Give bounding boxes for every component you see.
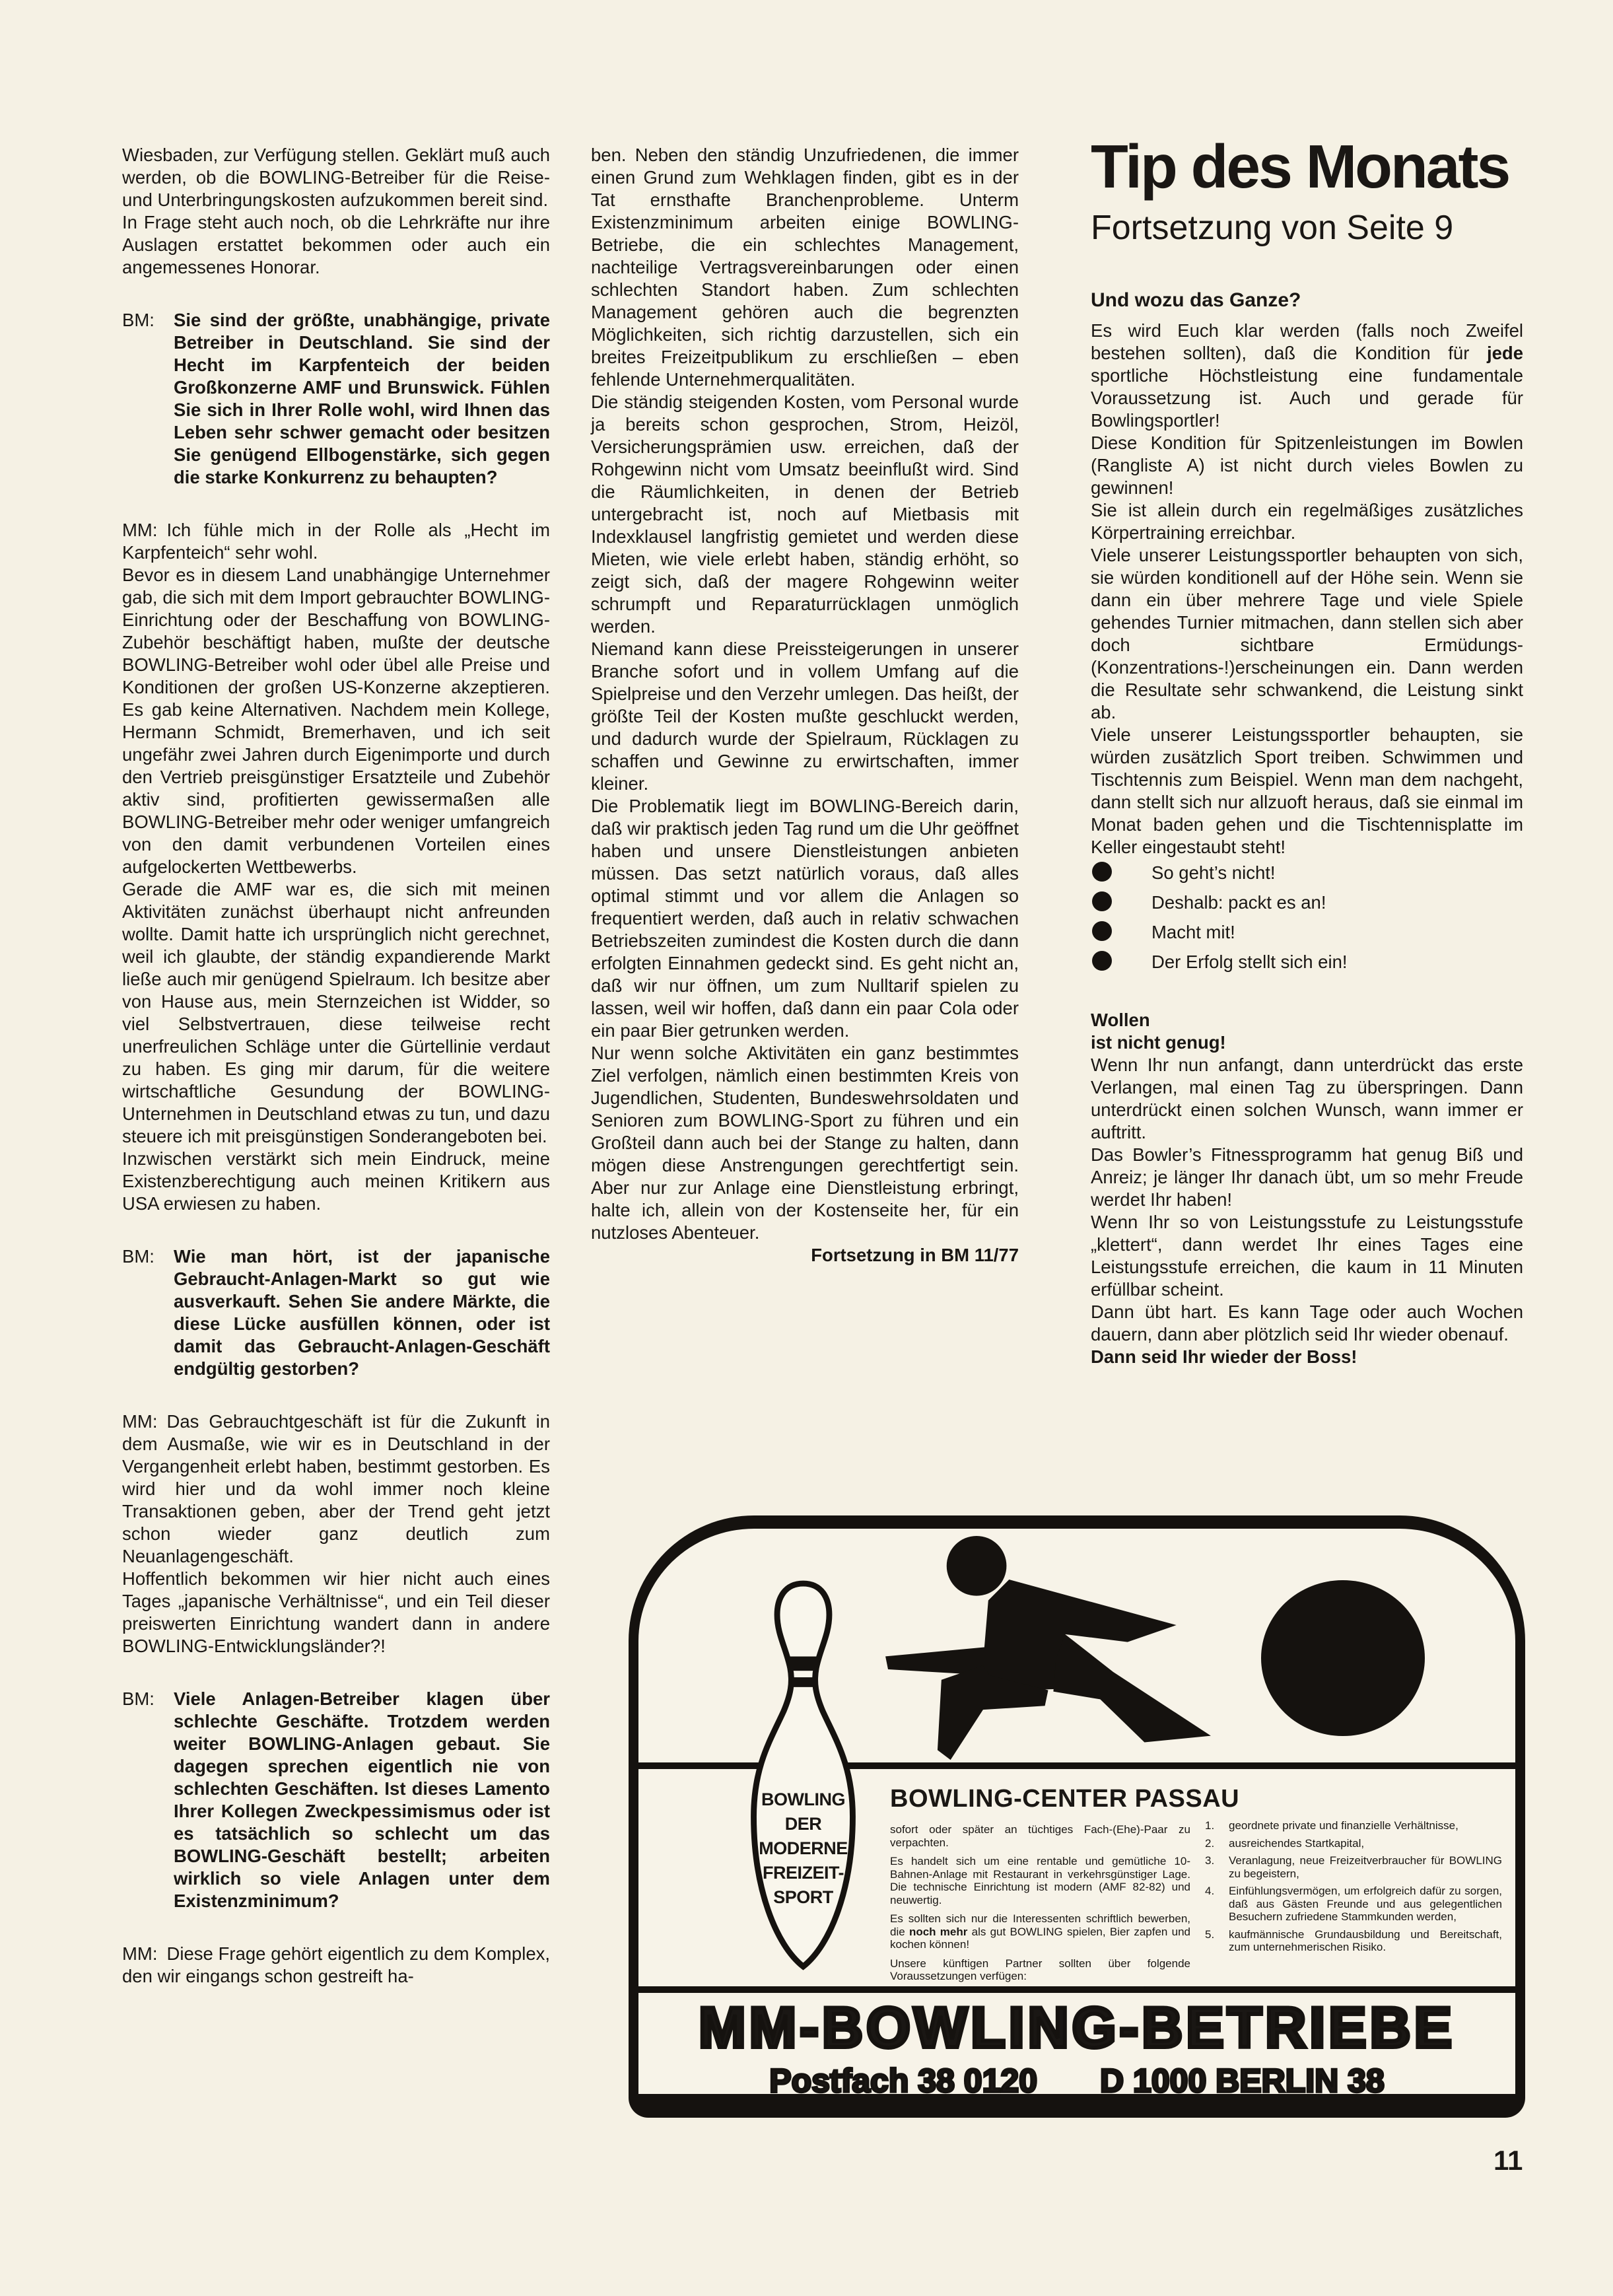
ad-pin-slogan xyxy=(732,1788,875,1910)
paragraph: Wenn Ihr nun anfangt, dann unterdrückt das erste Verlangen, mal einen Tag zu überspringen. Dann unterdrückt einen solchen Wunsch, wann immer er auftritt. xyxy=(1091,1055,1523,1143)
continuation-note: Fortsetzung in BM 11/77 xyxy=(811,1245,1019,1265)
ad-list-item xyxy=(1205,1854,1502,1880)
answer-text: Das Gebrauchtgeschäft ist für die Zukunft in dem Ausmaße, wie wir es in Deutschland in der Vergangenheit erlebt haben, bestimmt gestorben. Es wird hier und da wohl immer noch kleine Transaktionen geben, aber der Trend geht jetzt schon wieder ganz deutlich zum Neuanlagengeschäft. xyxy=(122,1411,550,1566)
paragraph: Gerade die AMF war es, die sich mit meinen Aktivitäten zunächst überhaupt nicht anfreunden wollte. Damit hatte ich ursprünglich nicht gerechnet, weil ich glaubte, der ständig expandierende Markt ließe auch mir genügend Spielraum. Ich besitze aber von Hause aus, mein Sternzeichen ist Widder, so viel Selbstvertrauen, diese teilweise recht unerfreulichen Schläge unter die Gürtellinie verdaut zu haben. Es ging mir darum, für die weitere wirtschaftliche Gesundung der BOWLING-Unternehmen in Deutschland etwas zu tun, und dazu steuere ich mit preisgünstigen Sonderangeboten bei. xyxy=(122,879,550,1146)
ad-text-column xyxy=(890,1823,1190,1989)
speaker-label: BM: xyxy=(122,1688,154,1709)
list-text: geordnete private und finanzielle Verhältnisse, xyxy=(1229,1819,1459,1832)
ad-list-item xyxy=(1205,1819,1502,1832)
speaker-label: MM: xyxy=(122,1411,158,1432)
closing-emphasis-line: Dann seid Ihr wieder der Boss! xyxy=(1091,1346,1357,1368)
paragraph: ben. Neben den ständig Unzufriedenen, die immer einen Grund zum Wehklagen finden, gibt es in der Tat ernsthafte Branchenprobleme. Unterm Existenzminimum arbeiten einige BOWLING-Betriebe, die ein schlechtes Management, nachteilige Vertragsvereinbarungen oder einen schlechten Standort haben. Zum schlechten Management gehören auch die begrenzten Möglichkeiten, sich richtig darzustellen, sich ein breites Freizeitpublikum zu erschließen – eben fehlende Unternehmerqualitäten. xyxy=(591,145,1019,390)
pin-slogan-line: BOWLING xyxy=(761,1790,845,1809)
interview-question xyxy=(122,309,550,489)
article-title: Tip des Monats xyxy=(1091,132,1509,201)
paragraph: Diese Kondition für Spitzenleistungen im Bowlen (Rangliste A) ist nicht durch vieles Bowlen zu gewinnen! xyxy=(1091,433,1523,499)
speaker-label: MM: xyxy=(122,1943,158,1964)
ad-brand-name: MM-BOWLING-BETRIEBE xyxy=(699,1996,1455,2060)
paragraph: Nur wenn solche Aktivitäten ein ganz bestimmtes Ziel verfolgen, nämlich einen bestimmten Kreis von Jugendlichen, Studenten, Bundeswehrsoldaten und Senioren zum BOWLING-Sport zu führen und ein Großteil dann auch bei der Stange zu halten, dann mögen diese Anstrengungen gerechtfertigt sein. Aber nur zur Anlage eine Dienstleistung erbringt, halte ich, allein von der Kostenseite her, für ein nutzloses Abenteuer. xyxy=(591,1043,1019,1243)
list-number: 5. xyxy=(1205,1928,1215,1941)
list-number: 1. xyxy=(1205,1819,1215,1832)
ad-requirements-list xyxy=(1205,1819,1502,1959)
interview-answer xyxy=(122,1943,550,1988)
list-number: 2. xyxy=(1205,1836,1215,1850)
paragraph: Bevor es in diesem Land unabhängige Unternehmer gab, die sich mit dem Import gebrauchter BOWLING-Einrichtung oder der Beschaffung von BOWLING-Zubehör beschäftigt haben, mußte der deutsche BOWLING-Betreiber wohl oder übel alle Preise und Konditionen der großen US-Konzerne akzeptieren. Es gab keine Alternativen. Nachdem mein Kollege, Hermann Schmidt, Bremerhaven, und ich seit ungefähr zwei Jahren durch Eigenimporte und durch den Vertrieb preisgünstiger Ersatzteile und Zubehör aktiv sind, profitierten gewissermaßen alle BOWLING-Betreiber mehr oder weniger umfangreich von den damit verbundenen Vorteilen eines aufgelockerten Wettbewerbs. xyxy=(122,565,550,877)
bowling-pin-icon xyxy=(732,1577,875,1974)
interview-answer xyxy=(122,519,550,564)
ad-paragraph: Unsere künftigen Partner sollten über folgende Voraussetzungen verfügen: xyxy=(890,1957,1190,1982)
paragraph: In Frage steht auch noch, ob die Lehrkräfte nur ihre Auslagen erstattet bekommen oder auch ein angemessenes Honorar. xyxy=(122,212,550,277)
question-text: Wie man hört, ist der japanische Gebraucht-Anlagen-Markt so gut wie ausverkauft. Sehen Sie andere Märkte, die diese Lücke ausfüllen können, oder ist damit das Gebraucht-Anlagen-Geschäft endgültig gestorben? xyxy=(174,1246,550,1379)
emphasis-line: ist nicht genug! xyxy=(1091,1032,1226,1053)
list-text: kaufmännische Grundausbildung und Bereitschaft, zum unternehmerischen Risiko. xyxy=(1229,1928,1502,1953)
interview-answer xyxy=(122,1410,550,1568)
ad-paragraph xyxy=(890,1912,1190,1951)
bullet-text: Der Erfolg stellt sich ein! xyxy=(1151,952,1348,973)
bullet-text: Deshalb: packt es an! xyxy=(1151,892,1326,913)
ad-address-city: D 1000 BERLIN 38 xyxy=(1100,2062,1385,2099)
paragraph: Hoffentlich bekommen wir hier nicht auch eines Tages „japanische Verhältnisse“, und ein Teil dieser preiswerten Einrichtung wandert dann in andere BOWLING-Entwicklungsländer?! xyxy=(122,1568,550,1656)
pin-slogan-line: MODERNE xyxy=(759,1838,848,1858)
bullet-item xyxy=(1091,948,1523,977)
pin-slogan-line: SPORT xyxy=(773,1887,833,1907)
paragraph: Wiesbaden, zur Verfügung stellen. Geklärt muß auch werden, ob die BOWLING-Betreiber für die Reise- und Unterbringungskosten aufzukommen bereit sind. xyxy=(122,145,550,210)
bullet-dot-icon xyxy=(1092,891,1112,911)
ad-paragraph: sofort oder später an tüchtiges Fach-(Ehe)-Paar zu verpachten. xyxy=(890,1823,1190,1849)
page-number: 11 xyxy=(1493,2145,1523,2176)
ad-list-item xyxy=(1205,1885,1502,1924)
text-run: sportliche Höchstleistung eine fundamentale Voraussetzung ist. Auch und gerade für Bowlingsportler! xyxy=(1091,365,1523,431)
list-number: 4. xyxy=(1205,1885,1215,1897)
paragraph: Dann übt hart. Es kann Tage oder auch Wochen dauern, dann aber plötzlich seid Ihr wieder obenauf. xyxy=(1091,1302,1523,1345)
paragraph: Sie ist allein durch ein regelmäßiges zusätzliches Körpertraining erreichbar. xyxy=(1091,500,1523,543)
paragraph: Die ständig steigenden Kosten, vom Personal wurde ja bereits schon gesprochen, Strom, Heizöl, Versicherungsprämien usw. erreichen, daß der Rohgewinn nicht vom Umsatz beeinflußt wird. Sind die Räumlichkeiten, in denen der Betrieb untergebracht ist, noch auf Mietbasis mit Indexklausel langfristig gemietet und werden diese Mieten, wie viele erlebt haben, ständig erhöht, so zeigt sich, daß der magere Rohgewinn weiter schrumpft und Reparaturrücklagen unmöglich werden. xyxy=(591,392,1019,637)
bullet-text: So geht’s nicht! xyxy=(1151,862,1276,884)
ad-headline: BOWLING-CENTER PASSAU xyxy=(890,1785,1240,1813)
pin-slogan-line: DER xyxy=(784,1814,822,1834)
speaker-label: MM: xyxy=(122,520,158,540)
text-run: Es sollten sich nur die Interessenten schriftlich bewerben, die xyxy=(890,1912,1190,1938)
emphasis-line: Wollen xyxy=(1091,1010,1150,1031)
answer-text: Diese Frage gehört eigentlich zu dem Komplex, den wir eingangs schon gestreift ha- xyxy=(122,1943,550,1986)
list-text: Einfühlungsvermögen, um erfolgreich dafür zu sorgen, daß aus Gästen Freunde und aus gelegentlichen Besuchern zufriedene Stammkunden werden, xyxy=(1229,1885,1502,1923)
bullet-dot-icon xyxy=(1092,862,1112,882)
bullet-item xyxy=(1091,858,1523,888)
column-left xyxy=(122,144,550,1988)
list-number: 3. xyxy=(1205,1854,1215,1867)
bowler-figure-icon xyxy=(885,1535,1212,1763)
text-run: Es wird Euch klar werden (falls noch Zweifel bestehen sollten), daß die Kondition für xyxy=(1091,320,1523,364)
article-subtitle: Fortsetzung von Seite 9 xyxy=(1091,208,1454,247)
column-tip-des-monats xyxy=(1091,132,1523,1368)
paragraph: Niemand kann diese Preissteigerungen in unserer Branche sofort und in vollem Umfang auf die Spielpreise und den Verzehr umlegen. Das heißt, der größte Teil der Kosten mußte geschluckt werden, und dadurch wurde der Spielraum, Rücklagen zu schaffen und Gewinne zu erwirtschaften, immer kleiner. xyxy=(591,639,1019,794)
pin-slogan-line: FREIZEIT- xyxy=(763,1863,844,1883)
paragraph: Viele unserer Leistungssportler behaupten von sich, sie würden konditionell auf der Höhe sein. Wenn sie dann ein über mehrere Tage und viele Spiele gehendes Turnier mitmachen, dann stellen sich aber doch sichtbare Ermüdungs-(Konzentrations-!)erscheinungen ein. Dann werden die Resultate sehr schwankend, die Leistung sinkt ab. xyxy=(1091,545,1523,723)
paragraph: Viele unserer Leistungssportler behaupten, sie würden zusätzlich Sport treiben. Schwimmen und Tischtennis zum Beispiel. Wenn man dem nachgeht, dann stellt sich nur allzuoft heraus, daß sie einmal im Monat baden gehen und die Tischtennisplatte im Keller eingestaubt steht! xyxy=(1091,724,1523,858)
interview-question xyxy=(122,1688,550,1912)
section-heading: Und wozu das Ganze? xyxy=(1091,289,1301,312)
bold-phrase: noch mehr xyxy=(909,1925,968,1938)
bowling-ball-icon xyxy=(1260,1580,1425,1737)
speaker-label: BM: xyxy=(122,310,154,330)
list-text: Veranlagung, neue Freizeitverbraucher für BOWLING zu begeistern, xyxy=(1229,1854,1502,1880)
text-run: als gut BOWLING spielen, Bier zapfen und kochen können! xyxy=(890,1925,1190,1951)
paragraph: Inzwischen verstärkt sich mein Eindruck, meine Existenzberechtigung auch meinen Kritikern aus USA erwiesen zu haben. xyxy=(122,1148,550,1214)
column-middle xyxy=(591,144,1019,1267)
question-text: Sie sind der größte, unabhängige, private Betreiber in Deutschland. Sie sind der Hecht im Karpfenteich der beiden Großkonzerne AMF und Brunswick. Fühlen Sie sich in Ihrer Rolle wohl, wird Ihnen das Leben sehr schwer gemacht oder besitzen Sie genügend Ellbogenstärke, sich gegen die starke Konkurrenz zu behaupten? xyxy=(174,310,550,487)
interview-question xyxy=(122,1245,550,1380)
paragraph: Die Problematik liegt im BOWLING-Bereich darin, daß wir praktisch jeden Tag rund um die Uhr geöffnet haben und unsere Dienstleistungen anbieten müssen. Das setzt natürlich voraus, daß alles optimal stimmt und vor allem die Anlagen so frequentiert werden, daß auch in relativ schwachen Betriebszeiten zumindest die Kosten durch die dann erfolgten Einnahmen gedeckt sind. Es geht nicht an, daß wir nur öffnen, um zum Nulltarif spielen zu lassen, weil wir hoffen, daß dann ein paar Cola oder ein paar Bier getrunken werden. xyxy=(591,796,1019,1041)
ad-address xyxy=(638,2062,1515,2100)
advertisement-mm-bowling xyxy=(629,1515,1525,2118)
paragraph: Das Bowler’s Fitnessprogramm hat genug Biß und Anreiz; je länger Ihr danach übt, um so mehr Freude werdet Ihr haben! xyxy=(1091,1144,1523,1210)
ad-address-pobox: Postfach 38 0120 xyxy=(769,2062,1038,2099)
list-text: ausreichendes Startkapital, xyxy=(1229,1836,1365,1850)
speaker-label: BM: xyxy=(122,1246,154,1267)
bullet-dot-icon xyxy=(1092,951,1112,971)
answer-text: Ich fühle mich in der Rolle als „Hecht im Karpfenteich“ sehr wohl. xyxy=(122,520,550,563)
bullet-item xyxy=(1091,918,1523,948)
ad-brand-block xyxy=(638,1993,1515,2100)
bullet-text: Macht mit! xyxy=(1151,922,1235,943)
paragraph: Wenn Ihr so von Leistungsstufe zu Leistungsstufe „klettert“, dann werdet Ihr eines Tages eine Leistungsstufe erreichen, die kaum in 11 Minuten erfüllbar scheint. xyxy=(1091,1212,1523,1300)
ad-list-item xyxy=(1205,1837,1502,1850)
bold-word: jede xyxy=(1486,343,1523,364)
paragraph xyxy=(1091,320,1523,432)
ad-paragraph: Es handelt sich um eine rentable und gemütliche 10-Bahnen-Anlage mit Restaurant in verkehrsgünstiger Lage. Die technische Einrichtung ist modern (AMF 82-82) und neuwertig. xyxy=(890,1855,1190,1906)
ad-list-item xyxy=(1205,1928,1502,1954)
question-text: Viele Anlagen-Betreiber klagen über schlechte Geschäfte. Trotzdem werden weiter BOWLING-Anlagen gebaut. Sie dagegen sprechen eigentlich nie von schlechten Geschäften. Ist dieses Lamento Ihrer Kollegen Zweckpessimismus oder ist es tatsächlich so schlecht um das BOWLING-Geschäft bestellt; arbeiten wirklich so viele Anlagen unter dem Existenzminimum? xyxy=(174,1688,550,1911)
bullet-item xyxy=(1091,888,1523,918)
bullet-dot-icon xyxy=(1092,921,1112,941)
